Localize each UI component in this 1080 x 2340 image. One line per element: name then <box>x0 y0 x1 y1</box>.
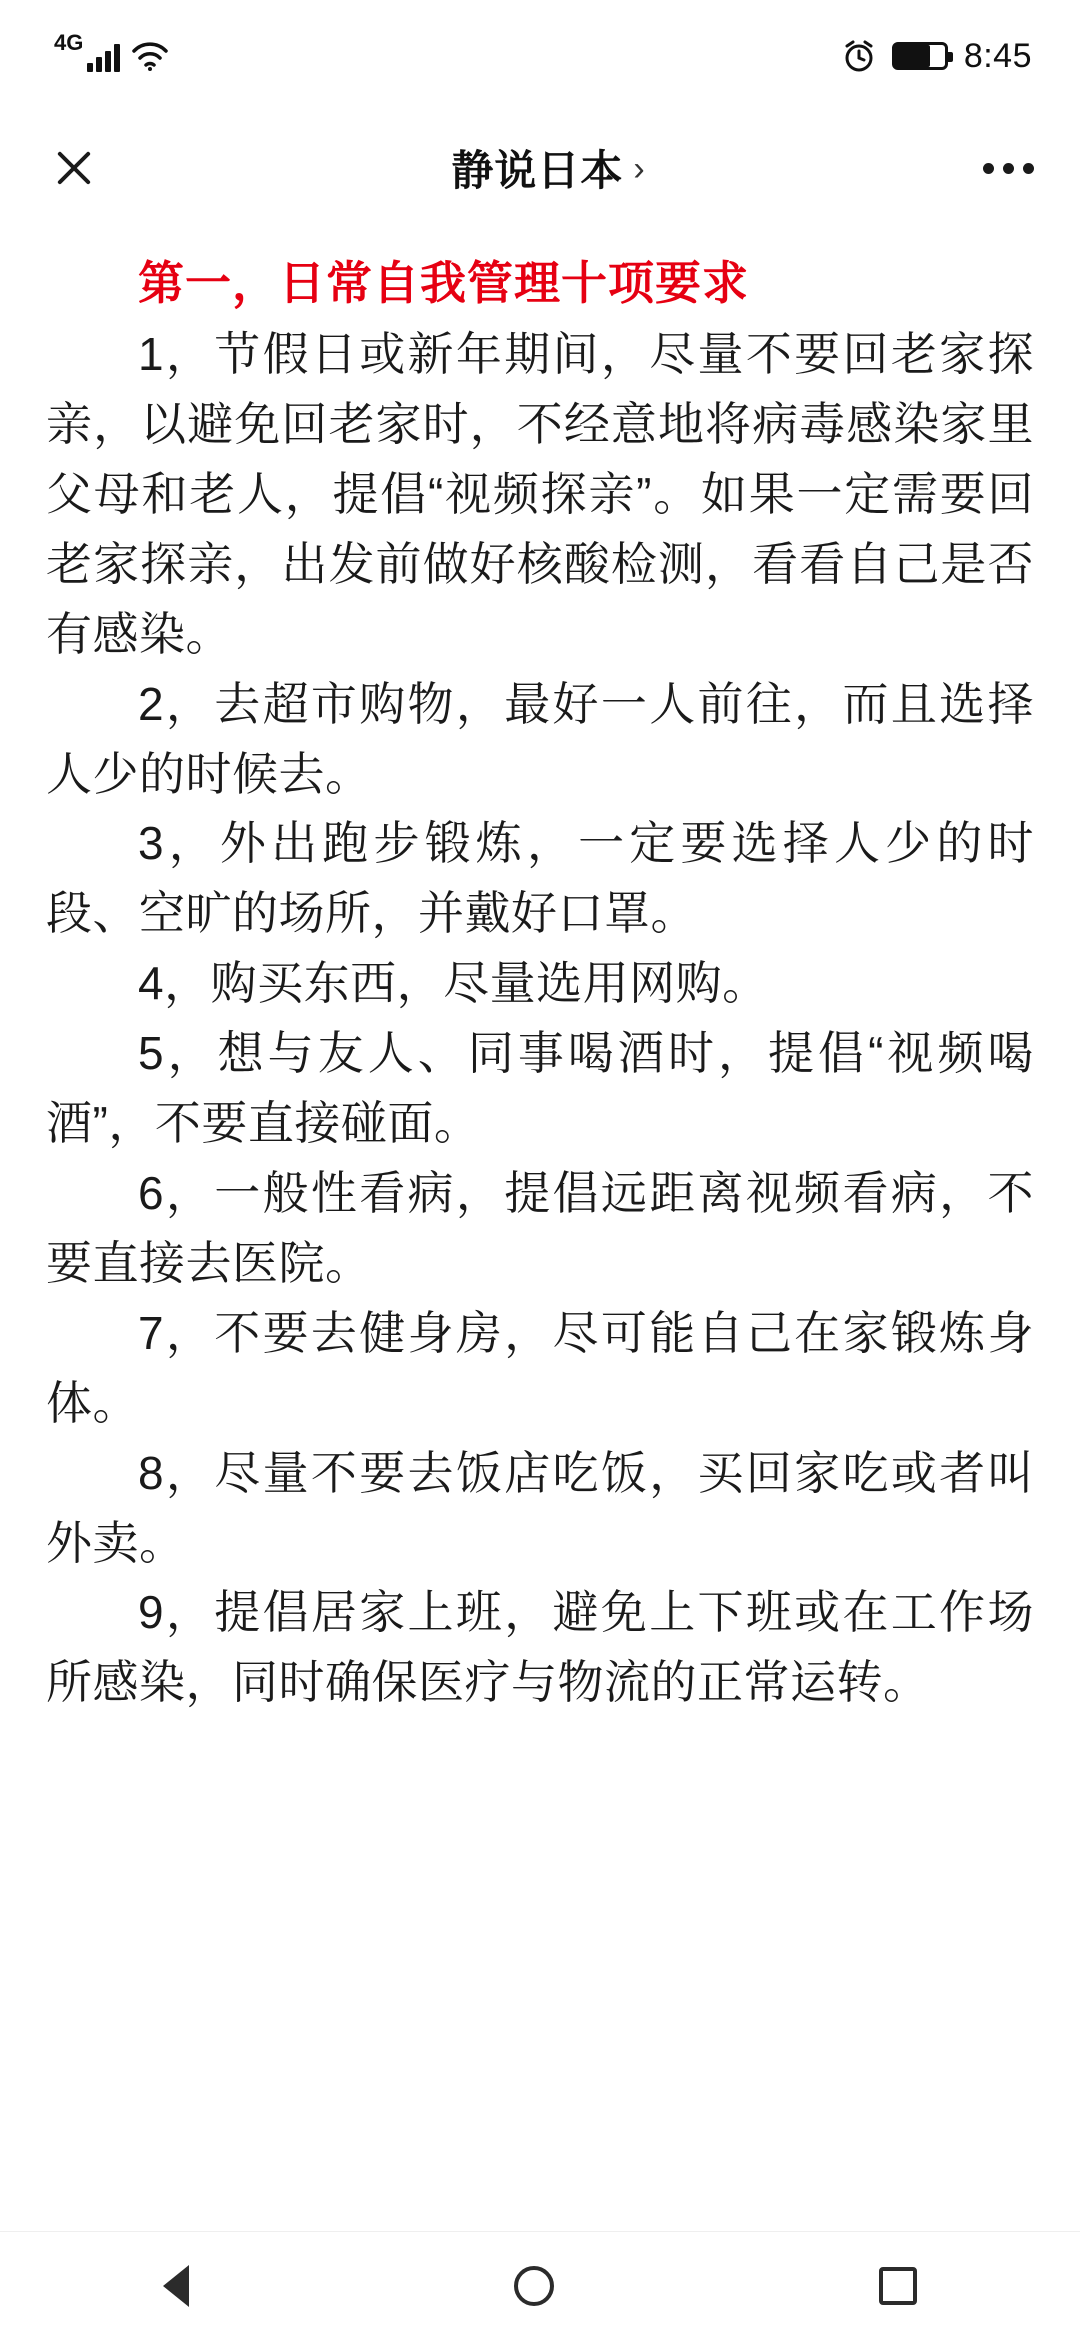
network-type-label: 4G <box>54 30 84 55</box>
article-paragraph: 3，外出跑步锻炼，一定要选择人少的时段、空旷的场所，并戴好口罩。 <box>46 817 1034 940</box>
recents-square-icon[interactable] <box>879 2267 917 2305</box>
alarm-clock-icon <box>842 39 876 73</box>
account-header[interactable] <box>451 138 644 198</box>
article-paragraph: 1，节假日或新年期间，尽量不要回老家探亲，以避免回老家时，不经意地将病毒感染家里父母和老人，提倡“视频探亲”。如果一定需要回老家探亲，出发前做好核酸检测，看看自己是否有感染。 <box>46 328 1034 660</box>
status-bar-clock: 8:45 <box>963 36 1032 75</box>
page-title: 静说日本 <box>451 147 624 194</box>
title-bar <box>0 112 1080 224</box>
article-body[interactable] <box>0 224 1080 2232</box>
wifi-icon <box>130 40 170 72</box>
chevron-right-icon: › <box>633 150 645 188</box>
back-triangle-icon[interactable] <box>163 2265 189 2307</box>
article-paragraph: 7，不要去健身房，尽可能自己在家锻炼身体。 <box>46 1306 1034 1429</box>
article-paragraph: 6，一般性看病，提倡远距离视频看病，不要直接去医院。 <box>46 1166 1034 1289</box>
article-paragraph: 2，去超市购物，最好一人前往，而且选择人少的时候去。 <box>46 677 1034 800</box>
article-paragraph: 4，购买东西，尽量选用网购。 <box>138 957 769 1010</box>
signal-bars-icon <box>87 42 120 72</box>
status-bar <box>0 0 1080 112</box>
home-circle-icon[interactable] <box>514 2266 554 2306</box>
close-icon[interactable] <box>46 140 102 196</box>
status-bar-right <box>842 37 1032 76</box>
article-paragraph: 9，提倡居家上班，避免上下班或在工作场所感染，同时确保医疗与物流的正常运转。 <box>46 1586 1034 1709</box>
status-bar-left <box>48 30 170 72</box>
battery-charging-icon <box>892 42 948 70</box>
article-paragraph: 8，尽量不要去饭店吃饭，买回家吃或者叫外卖。 <box>46 1446 1034 1569</box>
article-heading: 第一，日常自我管理十项要求 <box>138 257 749 309</box>
system-navigation-bar <box>0 2231 1080 2340</box>
more-options-icon[interactable] <box>964 163 1034 174</box>
article-paragraph: 5，想与友人、同事喝酒时，提倡“视频喝酒”，不要直接碰面。 <box>46 1027 1034 1150</box>
